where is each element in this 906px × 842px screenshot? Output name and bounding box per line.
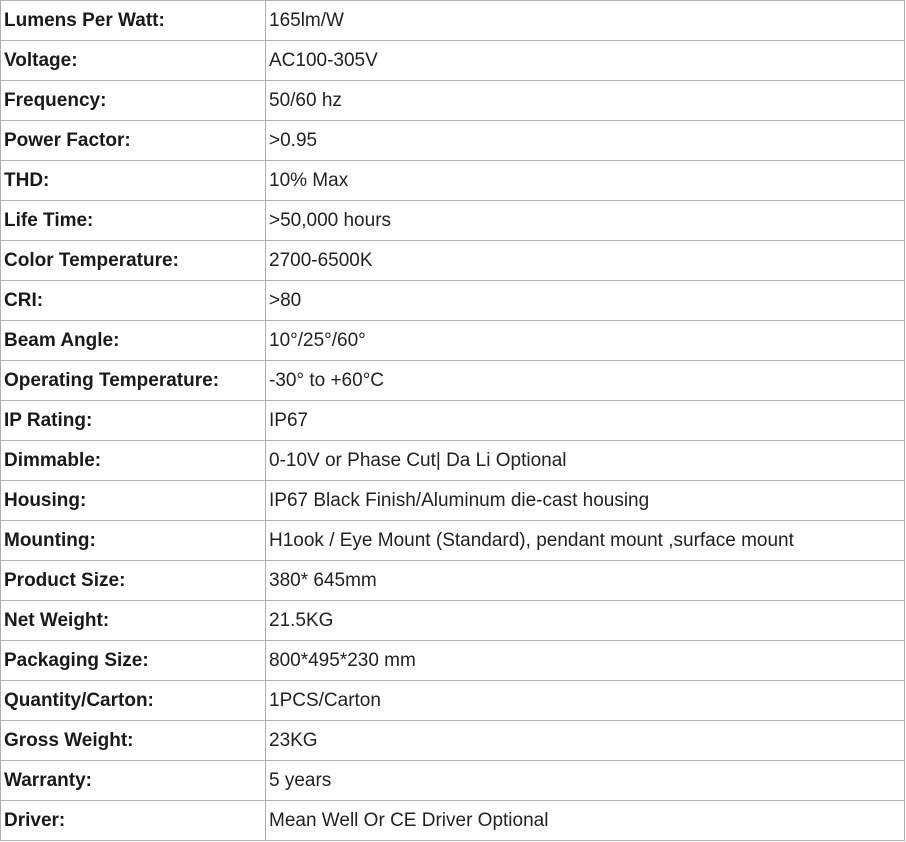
table-row <box>1 281 905 321</box>
row-label: Product Size: <box>1 561 266 601</box>
table-row <box>1 41 905 81</box>
table-row <box>1 761 905 801</box>
row-value: Mean Well Or CE Driver Optional <box>266 801 905 841</box>
row-label: Life Time: <box>1 201 266 241</box>
row-value: 50/60 hz <box>266 81 905 121</box>
row-label: Color Temperature: <box>1 241 266 281</box>
table-row <box>1 521 905 561</box>
table-row <box>1 441 905 481</box>
row-label: Power Factor: <box>1 121 266 161</box>
row-label: Voltage: <box>1 41 266 81</box>
row-value: 165lm/W <box>266 1 905 41</box>
row-label: Mounting: <box>1 521 266 561</box>
row-value: 10°/25°/60° <box>266 321 905 361</box>
row-value: IP67 <box>266 401 905 441</box>
table-row <box>1 361 905 401</box>
table-row <box>1 641 905 681</box>
table-row <box>1 721 905 761</box>
row-value: 23KG <box>266 721 905 761</box>
row-value: H1ook / Eye Mount (Standard), pendant mount ,surface mount <box>266 521 905 561</box>
row-label: Housing: <box>1 481 266 521</box>
table-row <box>1 201 905 241</box>
table-row <box>1 401 905 441</box>
row-value: 5 years <box>266 761 905 801</box>
row-label: Beam Angle: <box>1 321 266 361</box>
spec-table-body <box>1 1 905 841</box>
row-value: >80 <box>266 281 905 321</box>
table-row <box>1 1 905 41</box>
table-row <box>1 681 905 721</box>
row-label: Quantity/Carton: <box>1 681 266 721</box>
row-label: Net Weight: <box>1 601 266 641</box>
row-value: 380* 645mm <box>266 561 905 601</box>
row-value: 0-10V or Phase Cut| Da Li Optional <box>266 441 905 481</box>
row-value: >50,000 hours <box>266 201 905 241</box>
table-row <box>1 161 905 201</box>
table-row <box>1 121 905 161</box>
table-row <box>1 321 905 361</box>
row-label: CRI: <box>1 281 266 321</box>
row-value: -30° to +60°C <box>266 361 905 401</box>
row-label: Driver: <box>1 801 266 841</box>
row-value: IP67 Black Finish/Aluminum die-cast housing <box>266 481 905 521</box>
row-label: Gross Weight: <box>1 721 266 761</box>
row-label: Dimmable: <box>1 441 266 481</box>
row-label: THD: <box>1 161 266 201</box>
table-row <box>1 481 905 521</box>
row-label: Frequency: <box>1 81 266 121</box>
table-row <box>1 561 905 601</box>
row-label: Lumens Per Watt: <box>1 1 266 41</box>
row-label: IP Rating: <box>1 401 266 441</box>
table-row <box>1 801 905 841</box>
row-value: 10% Max <box>266 161 905 201</box>
table-row <box>1 601 905 641</box>
row-label: Packaging Size: <box>1 641 266 681</box>
row-value: AC100-305V <box>266 41 905 81</box>
row-value: 21.5KG <box>266 601 905 641</box>
row-value: 1PCS/Carton <box>266 681 905 721</box>
row-label: Warranty: <box>1 761 266 801</box>
table-row <box>1 241 905 281</box>
row-value: 800*495*230 mm <box>266 641 905 681</box>
row-value: 2700-6500K <box>266 241 905 281</box>
row-value: >0.95 <box>266 121 905 161</box>
row-label: Operating Temperature: <box>1 361 266 401</box>
table-row <box>1 81 905 121</box>
